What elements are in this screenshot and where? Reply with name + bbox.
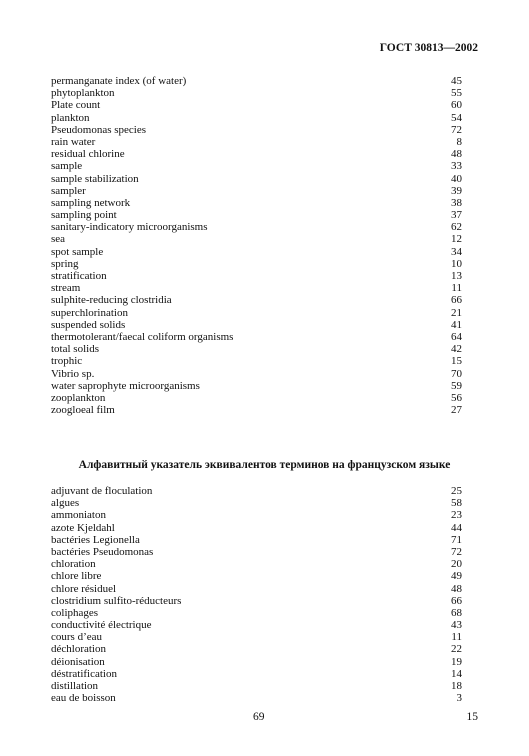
index-entry [51, 319, 462, 331]
index-entry [51, 619, 462, 631]
index-page-number: 42 [451, 343, 462, 356]
index-term: algues [51, 497, 80, 510]
index-term: total solids [51, 343, 99, 356]
index-term: trophic [51, 355, 83, 368]
index-entry [51, 294, 462, 306]
index-entry [51, 307, 462, 319]
index-entry [51, 87, 462, 99]
index-page-number: 20 [451, 558, 462, 571]
index-term: cours d’eau [51, 631, 103, 644]
index-entry [51, 221, 462, 233]
index-entry [51, 331, 462, 343]
index-term: spring [51, 257, 79, 270]
index-term: thermotolerant/faecal coliform organisms [51, 330, 234, 343]
index-entry [51, 692, 462, 704]
index-page-number: 71 [451, 533, 462, 546]
index-term: sample [51, 160, 83, 173]
index-term: sampling point [51, 209, 117, 222]
index-entry [51, 583, 462, 595]
index-page-number: 48 [451, 582, 462, 595]
index-entry [51, 282, 462, 294]
index-page-number: 66 [451, 594, 462, 607]
index-term: water saprophyte microorganisms [51, 379, 200, 392]
index-entry [51, 570, 462, 582]
index-entry [51, 668, 462, 680]
index-term: zoogloeal film [51, 404, 115, 417]
index-entry [51, 509, 462, 521]
index-page-number: 25 [451, 485, 462, 497]
index-entry [51, 522, 462, 534]
index-page-number: 15 [451, 355, 462, 368]
index-entry [51, 534, 462, 546]
index-entry [51, 631, 462, 643]
index-page-number: 70 [451, 367, 462, 380]
index-page-number: 18 [451, 680, 462, 692]
index-term: eau de boisson [51, 692, 116, 705]
index-term: stream [51, 282, 81, 295]
index-page-number: 41 [451, 318, 462, 331]
index-entry [51, 558, 462, 570]
index-term: chlore libre [51, 570, 102, 583]
index-term: déstratification [51, 667, 117, 680]
index-entry [51, 497, 462, 509]
index-term: sampler [51, 184, 86, 197]
index-entry [51, 643, 462, 655]
index-term: phytoplankton [51, 87, 115, 100]
index-entry [51, 656, 462, 668]
index-page-number: 3 [456, 692, 462, 705]
index-entry [51, 233, 462, 245]
index-entry [51, 380, 462, 392]
index-page-number: 33 [451, 160, 462, 173]
index-page-number: 19 [451, 655, 462, 668]
index-page-number: 66 [451, 294, 462, 307]
index-page-number: 14 [451, 667, 462, 680]
index-term: Pseudomonas species [51, 123, 147, 136]
index-term: suspended solids [51, 318, 126, 331]
index-entry [51, 124, 462, 136]
index-page-number: 8 [456, 135, 462, 148]
index-page-number: 72 [451, 123, 462, 136]
index-list-english [51, 75, 462, 416]
index-entry [51, 148, 462, 160]
index-term: adjuvant de floculation [51, 485, 153, 497]
index-page-number: 11 [451, 631, 462, 644]
index-term: residual chlorine [51, 148, 125, 161]
index-page-number: 21 [451, 306, 462, 319]
index-entry [51, 173, 462, 185]
index-entry [51, 404, 462, 416]
index-entry [51, 136, 462, 148]
index-term: sea [51, 233, 66, 246]
page-number-center: 69 [253, 711, 265, 723]
page-number-right: 15 [466, 711, 478, 723]
index-page-number: 62 [451, 221, 462, 234]
index-term: coliphages [51, 606, 99, 619]
index-term: spot sample [51, 245, 104, 258]
index-term: clostridium sulfito-réducteurs [51, 594, 182, 607]
index-page-number: 13 [451, 270, 462, 282]
index-entry [51, 270, 462, 282]
index-page-number: 56 [451, 391, 462, 404]
index-page-number: 23 [451, 509, 462, 522]
index-entry [51, 209, 462, 221]
index-term: sample stabilization [51, 172, 139, 185]
index-term: sampling network [51, 196, 131, 209]
index-page-number: 27 [451, 404, 462, 417]
index-term: conductivité électrique [51, 619, 152, 632]
index-term: permanganate index (of water) [51, 75, 187, 87]
index-page-number: 59 [451, 379, 462, 392]
index-term: sanitary-indicatory microorganisms [51, 221, 208, 234]
index-entry [51, 246, 462, 258]
index-entry [51, 197, 462, 209]
index-term: zooplankton [51, 391, 106, 404]
index-term: azote Kjeldahl [51, 521, 115, 534]
index-term: sulphite-reducing clostridia [51, 294, 172, 307]
index-page-number: 37 [451, 209, 462, 222]
document-standard-header: ГОСТ 30813—2002 [379, 42, 478, 54]
index-term: chlore résiduel [51, 582, 117, 595]
index-page-number: 10 [451, 257, 462, 270]
index-term: superchlorination [51, 306, 128, 319]
index-term: distillation [51, 680, 99, 692]
index-page-number: 12 [451, 233, 462, 246]
index-term: déchloration [51, 643, 106, 656]
index-term: Vibrio sp. [51, 367, 95, 380]
index-entry [51, 99, 462, 111]
index-entry [51, 185, 462, 197]
index-term: chloration [51, 558, 96, 571]
index-page-number: 60 [451, 99, 462, 112]
index-page-number: 48 [451, 148, 462, 161]
index-page-number: 11 [451, 282, 462, 295]
index-entry [51, 368, 462, 380]
section-title-french-index: Алфавитный указатель эквивалентов терминов на французском языке [78, 459, 451, 471]
index-term: déionisation [51, 655, 105, 668]
index-page-number: 45 [451, 75, 462, 87]
index-entry [51, 680, 462, 692]
index-entry [51, 392, 462, 404]
index-term: ammoniaton [51, 509, 106, 522]
index-entry [51, 607, 462, 619]
index-page-number: 58 [451, 497, 462, 510]
index-entry [51, 595, 462, 607]
index-entry [51, 160, 462, 172]
index-term: plankton [51, 111, 90, 124]
index-page-number: 55 [451, 87, 462, 100]
index-term: bactéries Legionella [51, 533, 140, 546]
index-entry [51, 112, 462, 124]
index-entry [51, 343, 462, 355]
index-page-number: 39 [451, 184, 462, 197]
index-page-number: 44 [451, 521, 462, 534]
index-page-number: 22 [451, 643, 462, 656]
index-term: stratification [51, 270, 107, 282]
index-entry [51, 75, 462, 87]
index-page-number: 68 [451, 606, 462, 619]
index-page-number: 72 [451, 545, 462, 558]
index-term: rain water [51, 135, 96, 148]
index-term: Plate count [51, 99, 101, 112]
index-entry [51, 546, 462, 558]
index-page-number: 64 [451, 330, 462, 343]
index-page-number: 38 [451, 196, 462, 209]
index-entry [51, 355, 462, 367]
index-page-number: 49 [451, 570, 462, 583]
index-page-number: 40 [451, 172, 462, 185]
index-term: bactéries Pseudomonas [51, 545, 154, 558]
index-page-number: 54 [451, 111, 462, 124]
index-list-french [51, 485, 462, 704]
index-page-number: 43 [451, 619, 462, 632]
index-entry [51, 258, 462, 270]
index-page-number: 34 [451, 245, 462, 258]
index-entry [51, 485, 462, 497]
